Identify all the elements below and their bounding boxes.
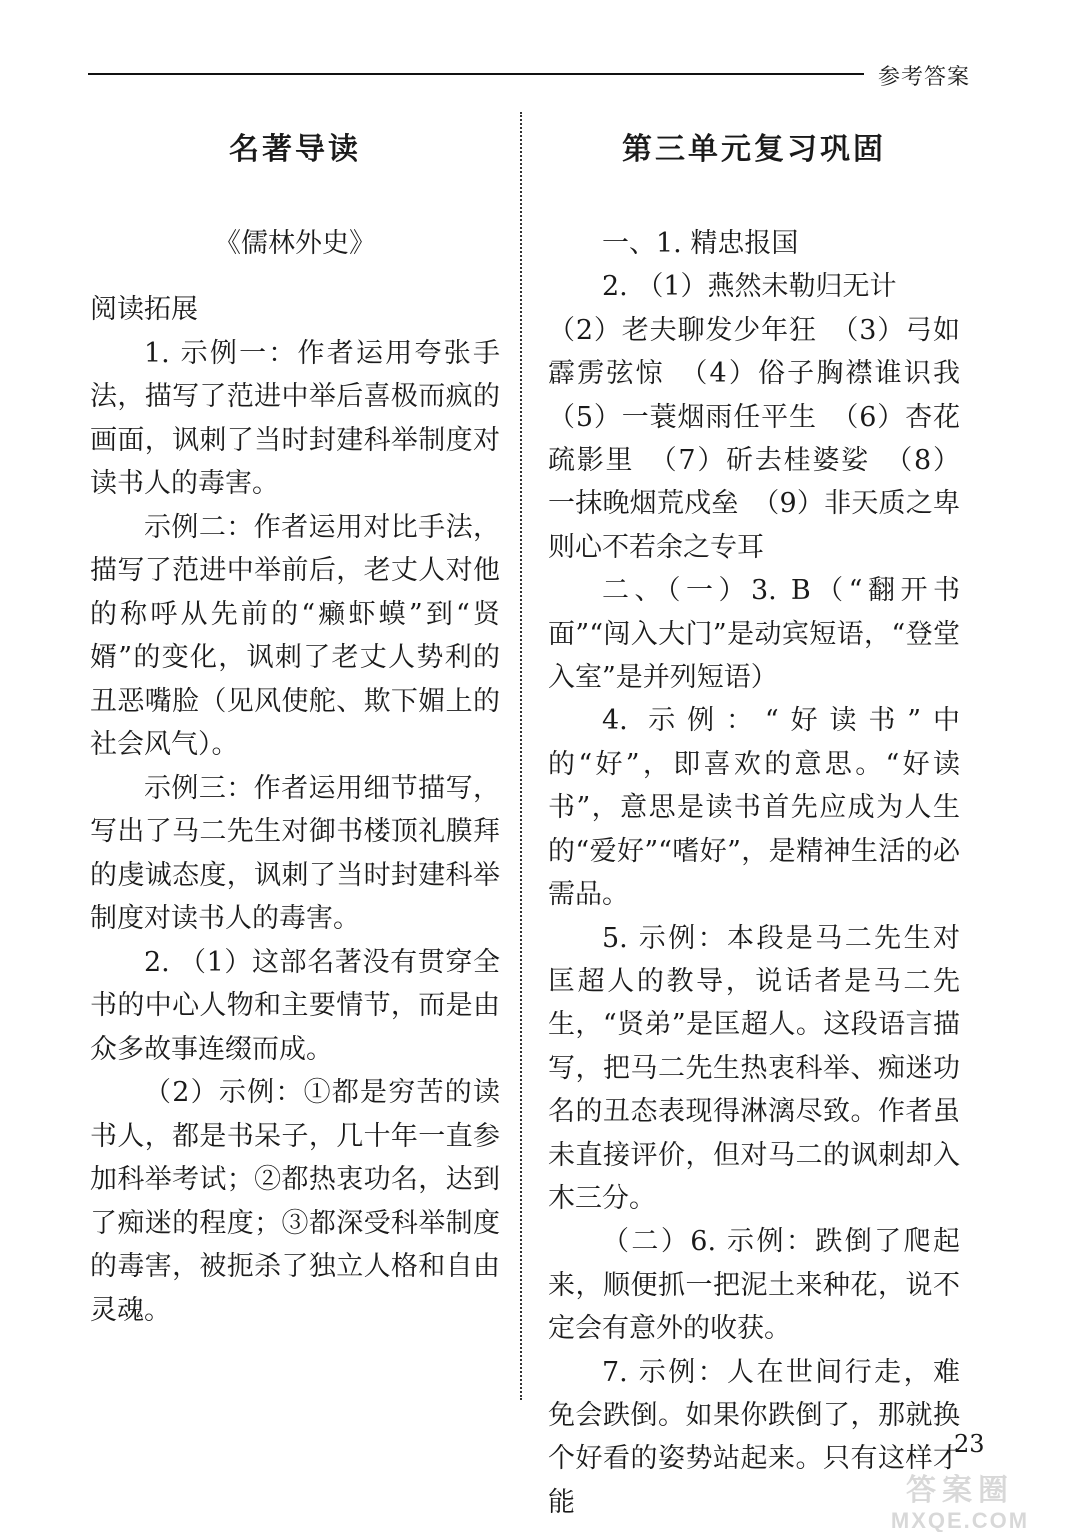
page-number: 23 [954, 1430, 985, 1458]
right-paragraph: 二、（一）3. B（“翻开书面”“闯入大门”是动宾短语，“登堂入室”是并列短语） [548, 575, 960, 694]
right-paragraph: （二）6. 示例：跌倒了爬起来，顺便抓一把泥土来种花，说不定会有意外的收获。 [548, 1226, 960, 1345]
watermark-domain: MXQE.COM [890, 1508, 1030, 1532]
header-section-label: 参考答案 [878, 65, 971, 90]
watermark-title: 答案圈 [906, 1474, 1014, 1507]
left-paragraph: 1. 示例一：作者运用夸张手法，描写了范进中举后喜极而疯的画面，讽刺了当时封建科举制度对读书人的毒害。 [90, 337, 500, 499]
left-paragraph: 示例二：作者运用对比手法，描写了范进中举前后，老丈人对他的称呼从先前的“癞虾蟆”到“贤婿”的变化，讽刺了老丈人势利的丑恶嘴脸（见风使舵、欺下媚上的社会风气）。 [90, 511, 500, 760]
right-paragraph: 2. （1）燕然未勒归无计 [602, 271, 897, 303]
column-divider [520, 112, 522, 1400]
right-paragraph: 5. 示例：本段是马二先生对匡超人的教导，说话者是马二先生，“贤弟”是匡超人。这段语言描写，把马二先生热衷科举、痴迷功名的丑态表现得淋漓尽致。作者虽未直接评价，但对马二的讽刺却入木三分。 [548, 922, 960, 1214]
right-paragraph: （2）老夫聊发少年狂 （3）弓如霹雳弦惊 （4）俗子胸襟谁识我 （5）一蓑烟雨任平生 （6）杏花疏影里 （7）斫去桂婆娑 （8）一抹晚烟荒戍垒 （9）非天质之卑则心不若余之专耳 [548, 314, 987, 563]
book-title: 《儒林外史》 [214, 228, 376, 259]
watermark-logo [860, 1466, 1060, 1532]
right-heading: 第三单元复习巩固 [622, 132, 886, 167]
right-paragraph: 4. 示例：“好读书”中的“好”，即喜欢的意思。“好读书”，意思是读书首先应成为人生的“爱好”“嗜好”，是精神生活的必需品。 [548, 705, 960, 911]
left-paragraph: （2）示例：①都是穷苦的读书人，都是书呆子，几十年一直参加科举考试；②都热衷功名，达到了痴迷的程度；③都深受科举制度的毒害，被扼杀了独立人格和自由灵魂。 [90, 1077, 500, 1326]
reading-section-label: 阅读拓展 [90, 294, 198, 325]
right-paragraph: 7. 示例：人在世间行走，难免会跌倒。如果你跌倒了，那就换个好看的姿势站起来。只有这样才能 [548, 1356, 960, 1518]
left-paragraph: 示例三：作者运用细节描写，写出了马二先生对御书楼顶礼膜拜的虔诚态度，讽刺了当时封建科举制度对读书人的毒害。 [90, 772, 500, 934]
left-paragraph: 2. （1）这部名著没有贯穿全书的中心人物和主要情节，而是由众多故事连缀而成。 [90, 946, 500, 1065]
left-heading: 名著导读 [229, 132, 361, 167]
right-paragraph: 一、1. 精忠报国 [602, 228, 799, 259]
header-rule [88, 73, 864, 75]
left-column [90, 128, 500, 1332]
